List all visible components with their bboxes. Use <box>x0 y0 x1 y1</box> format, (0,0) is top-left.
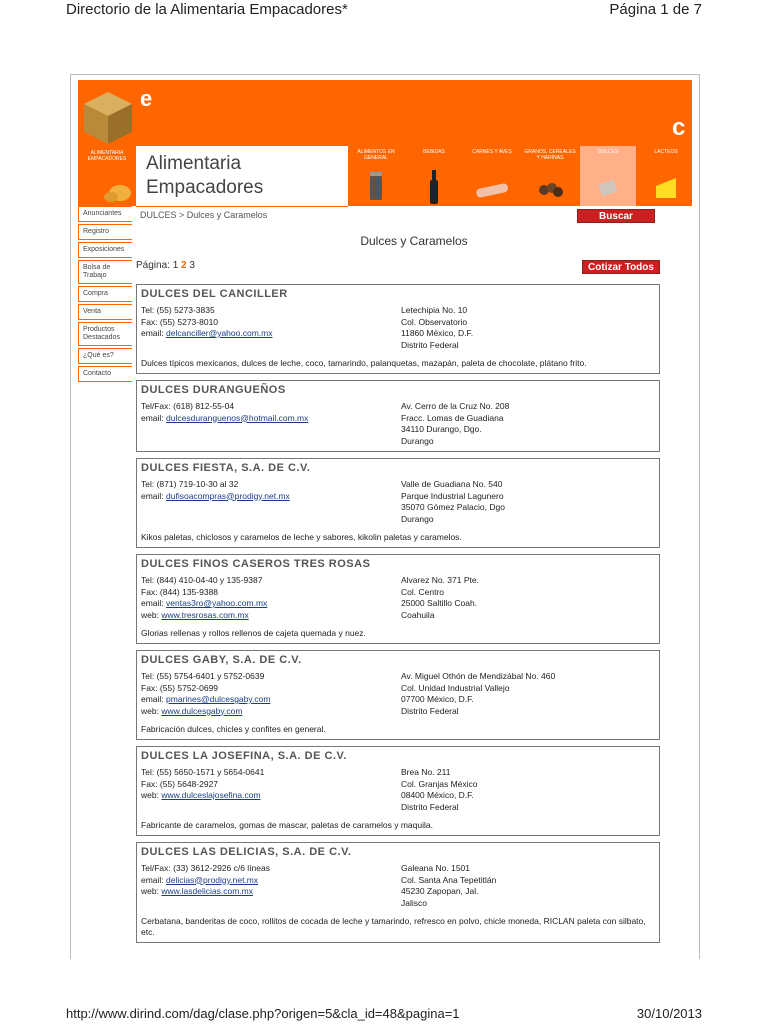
web-link[interactable]: www.tresrosas.com.mx <box>161 609 249 620</box>
address-line: Durango <box>401 513 434 524</box>
company-contact <box>141 479 401 502</box>
company-entry <box>136 458 660 548</box>
company-name: DULCES DURANGUEÑOS <box>141 384 286 396</box>
address-line: Letechipia No. 10 <box>401 305 468 315</box>
sidebar-item-que-es[interactable]: ¿Qué es? <box>78 348 132 364</box>
address-line: 35070 Gómez Palacio, Dgo <box>401 502 505 512</box>
company-name: DULCES LA JOSEFINA, S.A. DE C.V. <box>141 750 347 762</box>
email-link[interactable]: dulcesduranguenos@hotmail.com.mx <box>166 412 309 423</box>
company-entry <box>136 746 660 836</box>
address-line: 34110 Durango, Dgo. <box>401 424 482 434</box>
address-line: Av. Cerro de la Cruz No. 208 <box>401 401 510 411</box>
category-alimentos[interactable]: ALIMENTOS EN GENERAL <box>348 146 404 206</box>
company-name: DULCES FINOS CASEROS TRES ROSAS <box>141 558 371 570</box>
address-line: Parque Industrial Lagunero <box>401 490 504 501</box>
email-row <box>141 694 401 706</box>
web-label: web: <box>141 790 162 800</box>
bottle-icon <box>406 146 462 206</box>
contact-line: Fax: (55) 5752-0699 <box>141 682 219 693</box>
print-header <box>66 0 702 22</box>
company-details <box>141 575 655 621</box>
web-link[interactable]: www.dulceslajosefina.com <box>161 790 261 800</box>
search-button[interactable]: Buscar <box>577 209 655 223</box>
company-contact <box>141 767 401 802</box>
address-line: 45230 Zapopan, Jal. <box>401 886 479 896</box>
contact-line: Tel: (844) 410-04-40 y 135-9387 <box>141 575 263 585</box>
page-link-1[interactable]: 1 <box>172 260 179 271</box>
address-line: Brea No. 211 <box>401 767 451 777</box>
cheese-icon <box>638 146 694 206</box>
contact-line: Tel: (55) 5754-6401 y 5752-0639 <box>141 671 265 681</box>
page-current-2: 2 <box>181 260 187 271</box>
print-title: Directorio de la Alimentaria Empacadores* <box>66 1 348 18</box>
email-link[interactable]: pmarines@dulcesgaby.com <box>166 694 271 704</box>
email-label: email: <box>141 328 167 338</box>
pagination <box>136 260 195 271</box>
web-row <box>141 706 401 718</box>
address-line: Coahuila <box>401 609 435 620</box>
contact-line: Fax: (844) 135-9388 <box>141 586 219 597</box>
email-label: email: <box>141 598 167 608</box>
web-row <box>141 790 401 802</box>
web-label: web: <box>141 886 162 896</box>
company-details <box>141 401 655 447</box>
box-logo-icon <box>78 80 136 146</box>
company-entry <box>136 380 660 452</box>
print-page-number: Página 1 de 7 <box>609 1 702 18</box>
sidebar-item-productos[interactable]: Productos Destacados <box>78 322 132 346</box>
company-contact <box>141 305 401 340</box>
category-nav <box>348 146 692 206</box>
breadcrumb-separator: > <box>176 210 187 220</box>
company-contact <box>141 671 401 717</box>
address-line: 11860 México, D.F. <box>401 328 474 338</box>
email-link[interactable]: delcanciller@yahoo.com.mx <box>166 328 273 338</box>
sausage-icon <box>464 146 520 206</box>
company-entry <box>136 650 660 740</box>
email-row <box>141 413 401 425</box>
email-label: email: <box>141 490 167 501</box>
address-line: 25000 Saltillo Coah. <box>401 598 478 608</box>
category-dulces[interactable]: DULCES <box>580 146 636 206</box>
address-line: Galeana No. 1501 <box>401 863 470 873</box>
email-label: email: <box>141 694 167 704</box>
sidebar <box>78 206 136 384</box>
company-description: Dulces típicos mexicanos, dulces de leche, coco, tamarindo, palanquetas, mazapán, paleta de chocolate, plátano frito. <box>141 358 587 368</box>
email-label: email: <box>141 874 167 885</box>
address-line: Valle de Guadiana No. 540 <box>401 479 503 489</box>
company-description: Cerbatana, banderitas de coco, rollitos de cocada de leche y tamarindo, refresco en polvo, chicle moneda, RICLAN paleta con silbato, etc. <box>141 916 646 937</box>
brand-line-2: Empacadores <box>146 177 264 198</box>
address-line: Durango <box>401 435 434 446</box>
web-label: web: <box>141 705 162 716</box>
contact-line: Tel: (55) 5273-3835 <box>141 305 215 315</box>
pagination-label: Página: <box>136 260 170 271</box>
category-lacteos[interactable]: LACTEOS <box>638 146 694 206</box>
company-entry <box>136 284 660 374</box>
company-address <box>401 575 651 621</box>
company-address <box>401 767 651 813</box>
address-line: 07700 México, D.F. <box>401 694 474 704</box>
company-description: Fabricación dulces, chicles y confites en general. <box>141 724 326 734</box>
company-contact <box>141 863 401 898</box>
address-line: Jalisco <box>401 897 427 908</box>
company-address <box>401 863 651 909</box>
address-line: Alvarez No. 371 Pte. <box>401 575 479 585</box>
address-line: Col. Observatorio <box>401 316 468 327</box>
contact-line: Tel: (871) 719-10-30 al 32 <box>141 479 239 489</box>
company-description: Kikos paletas, chiclosos y caramelos de leche y sabores, kikolin paletas y caramelos. <box>141 532 462 542</box>
address-line: Distrito Federal <box>401 801 459 812</box>
page-title: Dulces y Caramelos <box>360 234 468 248</box>
address-line: Distrito Federal <box>401 339 459 350</box>
header-banner <box>78 80 692 146</box>
candy-icon <box>580 146 636 206</box>
sidebar-item-registro[interactable]: Registro <box>78 224 132 240</box>
company-description: Glorias rellenas y rollos rellenos de cajeta quemada y nuez. <box>141 628 366 638</box>
email-row <box>141 598 401 610</box>
company-description: Fabricante de caramelos, gomas de mascar, paletas de caramelos y maquila. <box>141 820 433 830</box>
sidebar-item-exposiciones[interactable]: Exposiciones <box>78 242 132 258</box>
contact-line: Tel/Fax: (33) 3612-2926 c/6 líneas <box>141 863 270 873</box>
email-link[interactable]: dufisoacompras@prodigy.net.mx <box>166 490 290 501</box>
address-line: Av. Miguel Othón de Mendizábal No. 460 <box>401 671 556 681</box>
company-address <box>401 305 651 351</box>
company-name: DULCES GABY, S.A. DE C.V. <box>141 654 302 666</box>
web-label: web: <box>141 609 162 620</box>
company-details <box>141 479 655 525</box>
sidebar-item-compra[interactable]: Compra <box>78 286 132 302</box>
company-address <box>401 479 651 525</box>
quote-all-button[interactable]: Cotizar Todos <box>582 260 660 274</box>
sidebar-item-bolsa[interactable]: Bolsa de Trabajo <box>78 260 132 284</box>
contact-line: Fax: (55) 5648-2927 <box>141 778 219 789</box>
company-contact <box>141 401 401 424</box>
banner-letter-e: e <box>140 86 153 111</box>
contact-line: Tel: (55) 5650-1571 y 5654-0641 <box>141 767 265 777</box>
address-line: Col. Unidad Industrial Vallejo <box>401 682 510 693</box>
company-list <box>136 284 660 949</box>
sidebar-item-anunciantes[interactable]: Anunciantes <box>78 206 132 222</box>
company-address <box>401 401 651 447</box>
email-link[interactable]: delicias@prodigy.net.mx <box>166 874 259 885</box>
email-row <box>141 875 401 887</box>
web-link[interactable]: www.dulcesgaby.com <box>161 705 243 716</box>
company-details <box>141 863 655 909</box>
banner-letter-c: c <box>672 114 686 141</box>
web-row <box>141 610 401 622</box>
print-date: 30/10/2013 <box>636 1006 702 1021</box>
contact-line: Tel/Fax: (618) 812-55-04 <box>141 401 235 411</box>
web-link[interactable]: www.lasdelicias.com.mx <box>161 886 253 896</box>
sidebar-item-contacto[interactable]: Contacto <box>78 366 132 382</box>
email-row <box>141 491 401 503</box>
email-row <box>141 328 401 340</box>
company-contact <box>141 575 401 621</box>
print-url: http://www.dirind.com/dag/clase.php?origen=5&cla_id=48&pagina=1 <box>66 1006 460 1021</box>
page-link-3[interactable]: 3 <box>189 260 195 271</box>
web-row <box>141 886 401 898</box>
breadcrumb <box>140 210 267 220</box>
box-logo[interactable] <box>78 80 136 146</box>
company-entry <box>136 842 660 943</box>
address-line: Col. Centro <box>401 586 444 597</box>
logo-tagline: ALIMENTARIA EMPACADORES <box>87 150 127 162</box>
address-line: Fracc. Lomas de Guadiana <box>401 412 504 423</box>
category-granos[interactable]: GRANOS, CEREALES Y HARINAS <box>522 146 578 206</box>
address-line: Distrito Federal <box>401 705 459 716</box>
company-details <box>141 671 655 717</box>
brand-line-1: Alimentaria <box>146 153 242 174</box>
company-details <box>141 767 655 813</box>
contact-line: Fax: (55) 5273-8010 <box>141 316 219 327</box>
email-label: email: <box>141 412 167 423</box>
company-name: DULCES DEL CANCILLER <box>141 288 288 300</box>
company-name: DULCES LAS DELICIAS, S.A. DE C.V. <box>141 846 352 858</box>
address-line: Col. Granjas México <box>401 778 478 789</box>
address-line: 08400 México, D.F. <box>401 790 474 800</box>
company-entry <box>136 554 660 644</box>
breadcrumb-current: Dulces y Caramelos <box>186 210 268 220</box>
sidebar-item-venta[interactable]: Venta <box>78 304 132 320</box>
breadcrumb-link-dulces[interactable]: DULCES <box>140 210 177 220</box>
company-name: DULCES FIESTA, S.A. DE C.V. <box>141 462 311 474</box>
company-details <box>141 305 655 351</box>
company-address <box>401 671 651 717</box>
site-brand[interactable] <box>146 152 263 200</box>
category-carnes[interactable]: CARNES Y AVES <box>464 146 520 206</box>
address-line: Col. Santa Ana Tepetitlán <box>401 874 497 885</box>
category-bebidas[interactable]: BEBIDAS <box>406 146 462 206</box>
email-link[interactable]: ventas3ro@yahoo.com.mx <box>166 598 268 608</box>
